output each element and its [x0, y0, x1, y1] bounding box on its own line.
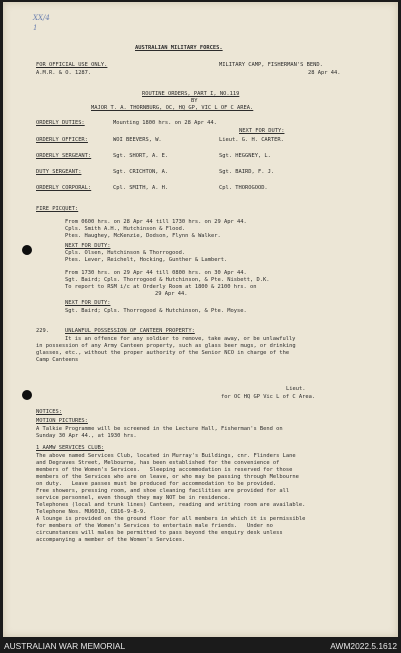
duty-row-current: WOI BEEVERS, W. [113, 137, 162, 143]
notice-line: and Degraves Street, Melbourne, has been established for the convenience of [36, 460, 280, 466]
fire-picquet-line: Cpls. Olsen, Hutchinson & Thorrogood. [65, 250, 186, 256]
location: MILITARY CAMP, FISHERMAN'S BEND. [219, 62, 323, 68]
punch-hole [22, 390, 32, 400]
notice-line: Telephone Nos. MU6010, C816-9-8-9. [36, 509, 147, 515]
duty-row-label: ORDERLY OFFICER: [36, 137, 88, 143]
issue-date: 28 Apr 44. [308, 70, 341, 76]
next-for-duty-heading: NEXT FOR DUTY: [65, 243, 111, 249]
notice-line: members of the Women's Services. Sleeping accommodation is reserved for those [36, 467, 293, 473]
canteen-line: It is an offence for any soldier to remove, take away, or be unlawfully [65, 336, 296, 342]
fire-picquet-line: Sgt. Baird; Cpls. Thorrogood & Hutchinson, & Pte. Nisbett, D.K. [65, 277, 270, 283]
fire-picquet-line: 29 Apr 44. [155, 291, 188, 297]
notice-line: Telephones (local and trunk lines) Canteen, reading and writing room are available. [36, 502, 306, 508]
document-page [3, 2, 398, 637]
fire-picquet-line: Cpls. Smith A.H., Hutchinson & Flood. [65, 226, 186, 232]
duty-row-label: DUTY SERGEANT: [36, 169, 82, 175]
footer-reference: AWM2022.5.1612 [330, 641, 397, 651]
duty-row-label: ORDERLY CORPORAL: [36, 185, 92, 191]
duty-row-label: ORDERLY SERGEANT: [36, 153, 92, 159]
notice-line: members of the Services who are on leave, or who may be passing through Melbourne [36, 474, 299, 480]
duty-row-next: Sgt. BAIRD, F. J. [219, 169, 275, 175]
canteen-line: glasses, etc., without the proper authority of the Senior NCO in charge of the [36, 350, 290, 356]
fire-picquet-label: FIRE PICQUET: [36, 206, 79, 212]
notice-line: accompanying a member of the Women's Services. [36, 537, 186, 543]
orderly-duties-value: Mounting 1800 hrs. on 28 Apr 44. [113, 120, 217, 126]
signature-rank: Lieut. [286, 386, 306, 392]
canteen-line: Camp Canteens [36, 357, 79, 363]
next-for-duty-heading: NEXT FOR DUTY: [65, 300, 111, 306]
archive-footer [0, 639, 401, 653]
duty-row-current: Sgt. CRICHTON, A. [113, 169, 169, 175]
duty-row-next: Sgt. HEGGNEY, L. [219, 153, 271, 159]
notice-line: on duty. Leave passes must be produced for accommodation to be provided. [36, 481, 277, 487]
notices-label: NOTICES: [36, 409, 62, 415]
orderly-duties-label: ORDERLY DUTIES: [36, 120, 85, 126]
amr-reference: A.M.R. & O. 1287. [36, 70, 92, 76]
fire-picquet-line: To report to RSM i/c at Orderly Room at 1800 & 2100 hrs. on [65, 284, 257, 290]
duty-row-current: Cpl. SMITH, A. H. [113, 185, 169, 191]
orders-by: BY [191, 98, 198, 104]
notice-line: The above named Services Club, located in Murray's Buildings, cnr. Flinders Lane [36, 453, 296, 459]
fire-picquet-line: Sgt. Baird; Cpls. Thorrogood & Hutchinson, & Pte. Moyse. [65, 308, 247, 314]
fire-picquet-line: From 0600 hrs. on 28 Apr 44 till 1730 hrs. on 29 Apr 44. [65, 219, 247, 225]
order-number: 229. [36, 328, 49, 334]
notice-line: Free showers, pressing room, and shoe cleaning facilities are provided for all [36, 488, 290, 494]
canteen-heading: UNLAWFUL POSSESSION OF CANTEEN PROPERTY: [65, 328, 195, 334]
signature-line: for OC HQ GP Vic L of C Area. [221, 394, 316, 400]
duty-row-next: Lieut. G. H. CARTER. [219, 137, 284, 143]
notice-line: Sunday 30 Apr 44., at 1930 hrs. [36, 433, 137, 439]
notice-line: circumstances will males be permitted to pass beyond the enquiry desk unless [36, 530, 283, 536]
fire-picquet-line: From 1730 hrs. on 29 Apr 44 till 0800 hrs. on 30 Apr 44. [65, 270, 247, 276]
notice-line: A lounge is provided on the ground floor for all members in which it is permissible [36, 516, 306, 522]
notice-line: A Talkie Programme will be screened in the Lecture Hall, Fisherman's Bend on [36, 426, 283, 432]
services-club-label: 1 AAMW SERVICES CLUB: [36, 445, 105, 451]
motion-pictures-label: MOTION PICTURES: [36, 418, 88, 424]
footer-source: AUSTRALIAN WAR MEMORIAL [4, 641, 126, 651]
fire-picquet-line: Ptes. Haughey, McKenzie, Dodson, Flynn & Walker. [65, 233, 221, 239]
orders-title: ROUTINE ORDERS, PART I, NO.119 [142, 91, 240, 97]
official-use-label: FOR OFFICIAL USE ONLY. [36, 62, 108, 68]
duty-row-current: Sgt. SHORT, A. E. [113, 153, 169, 159]
canteen-line: in possession of any Army Canteen property, such as glass beer mugs, or drinking [36, 343, 296, 349]
fire-picquet-line: Ptes. Lever, Reichelt, Hocking, Gunther & Lambert. [65, 257, 228, 263]
notice-line: for members of the Women's Services to entertain male friends. Under no [36, 523, 273, 529]
handwritten-note-2: 1 [33, 24, 38, 32]
next-for-duty-heading: NEXT FOR DUTY: [239, 128, 285, 134]
orders-author: MAJOR T. A. THORNBURG, OC, HQ GP, VIC L OF C AREA. [91, 105, 254, 111]
document-title: AUSTRALIAN MILITARY FORCES. [135, 45, 223, 51]
handwritten-note: XX/4 [33, 14, 50, 22]
notice-line: service personnel, even though they may NOT be in residence. [36, 495, 231, 501]
duty-row-next: Cpl. THOROGOOD. [219, 185, 268, 191]
punch-hole [22, 245, 32, 255]
